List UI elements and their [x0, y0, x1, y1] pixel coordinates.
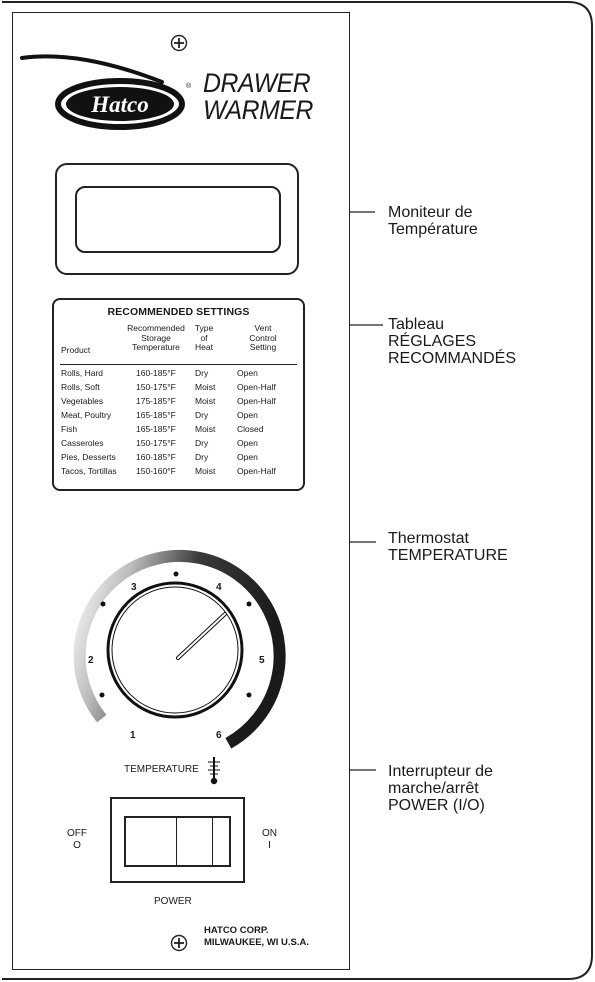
table-cell-product: Meat, Poultry [61, 410, 112, 420]
callout-temperature-monitor: Moniteur de Température [388, 204, 478, 238]
table-cell-heat: Moist [195, 424, 216, 434]
power-label: POWER [154, 896, 192, 907]
header-product: Product [61, 345, 91, 355]
table-cell-heat: Moist [195, 396, 216, 406]
table-cell-heat: Moist [195, 382, 216, 392]
dial-number-1: 1 [130, 730, 136, 741]
on-label: ON I [262, 828, 277, 851]
table-cell-vent: Open [237, 452, 258, 462]
dial-number-6: 6 [216, 730, 222, 741]
table-cell-product: Casseroles [61, 438, 104, 448]
table-cell-heat: Dry [195, 438, 209, 448]
svg-text:®: ® [186, 83, 192, 90]
dial-dot [247, 602, 252, 607]
temperature-label: TEMPERATURE [124, 764, 199, 775]
dial-dot [247, 693, 252, 698]
thermostat-dial [0, 0, 350, 800]
table-cell-product: Vegetables [61, 396, 104, 406]
thermostat-knob [108, 583, 242, 717]
header-temperature: Recommended Storage Temperature [127, 323, 185, 352]
table-cell-heat: Moist [195, 466, 216, 476]
table-cell-temp: 160-185°F [136, 452, 176, 462]
power-switch-bezel [110, 797, 245, 883]
table-cell-temp: 175-185°F [136, 396, 176, 406]
settings-title: RECOMMENDED SETTINGS [107, 306, 250, 318]
table-cell-product: Rolls, Soft [61, 382, 100, 392]
dial-number-2: 2 [88, 655, 94, 666]
table-cell-vent: Closed [237, 424, 264, 434]
header-heat-type: Type of Heat [194, 323, 214, 352]
table-cell-vent: Open-Half [237, 396, 276, 406]
table-cell-vent: Open [237, 368, 258, 378]
table-cell-vent: Open [237, 410, 258, 420]
table-cell-heat: Dry [195, 452, 209, 462]
screw-bottom-icon [170, 934, 188, 952]
dial-number-4: 4 [216, 582, 222, 593]
dial-number-5: 5 [259, 655, 265, 666]
dial-number-3: 3 [131, 582, 137, 593]
table-cell-vent: Open [237, 438, 258, 448]
dial-dot [174, 572, 179, 577]
hatco-logo-text: Hatco [91, 92, 149, 117]
table-cell-heat: Dry [195, 368, 209, 378]
table-cell-temp: 150-175°F [136, 382, 176, 392]
dial-dot [100, 693, 105, 698]
power-rocker-switch[interactable] [124, 816, 231, 867]
table-cell-product: Tacos, Tortillas [61, 466, 117, 476]
table-cell-temp: 165-185°F [136, 410, 176, 420]
table-cell-temp: 165-185°F [136, 424, 176, 434]
table-cell-product: Fish [61, 424, 78, 434]
product-title: DRAWER WARMER [203, 68, 313, 125]
manufacturer-info: HATCO CORP. MILWAUKEE, WI U.S.A. [204, 925, 310, 948]
callout-settings-table: Tableau RÉGLAGES RECOMMANDÉS [388, 316, 517, 367]
off-label: OFF O [67, 828, 87, 851]
table-cell-vent: Open-Half [237, 382, 276, 392]
table-cell-heat: Dry [195, 410, 209, 420]
table-cell-product: Pies, Desserts [61, 452, 116, 462]
table-cell-temp: 150-175°F [136, 438, 176, 448]
table-cell-product: Rolls, Hard [61, 368, 104, 378]
dial-dot [101, 602, 106, 607]
table-cell-vent: Open-Half [237, 466, 276, 476]
table-cell-temp: 160-185°F [136, 368, 176, 378]
header-vent-setting: Vent Control Setting [249, 323, 277, 352]
callout-thermostat: Thermostat TEMPERATURE [388, 530, 508, 564]
table-cell-temp: 150-160°F [136, 466, 176, 476]
callout-power-switch: Interrupteur de marche/arrêt POWER (I/O) [388, 763, 493, 814]
thermometer-icon [208, 757, 220, 784]
